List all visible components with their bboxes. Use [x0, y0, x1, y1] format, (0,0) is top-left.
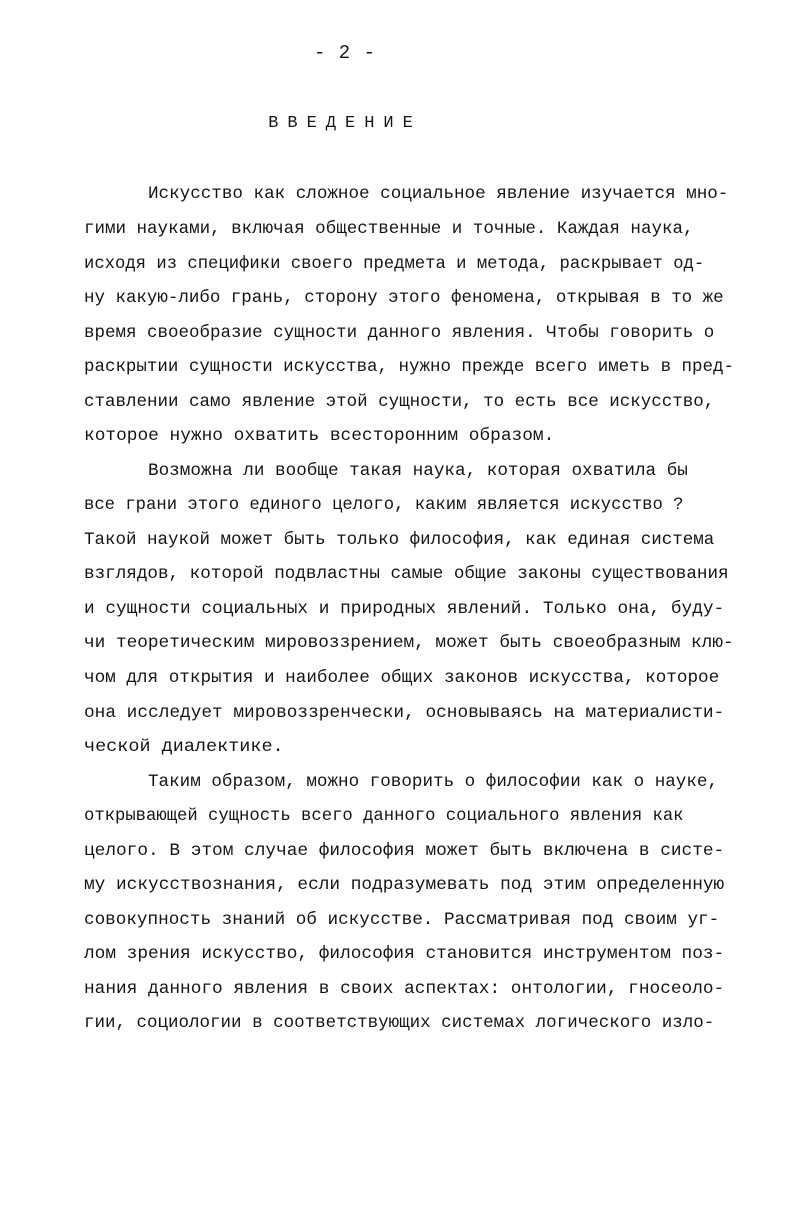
text-line: лом зрения искусство, философия становится инструментом поз- [84, 945, 725, 964]
text-line: Таким образом, можно говорить о философии как о науке, [148, 773, 719, 792]
text-line: гими науками, включая общественные и точные. Каждая наука, [84, 220, 694, 239]
text-line: му искусствознания, если подразумевать под этим определенную [84, 876, 725, 895]
text-line: гии, социологии в соответствующих системах логического изло- [84, 1014, 715, 1033]
text-line: Искусство как сложное социальное явление изучается мно- [148, 185, 729, 204]
text-line: ставлении само явление этой сущности, то есть все искусство, [84, 393, 715, 412]
text-line: открывающей сущность всего данного социального явления как [84, 807, 684, 826]
text-line: она исследует мировоззренчески, основываясь на материалисти- [84, 704, 725, 723]
text-line: чи теоретическим мировоззрением, может быть своеобразным клю- [84, 634, 734, 653]
text-line: раскрытии сущности искусства, нужно прежде всего иметь в пред- [84, 358, 734, 377]
text-line: взглядов, которой подвластны самые общие законы существования [84, 565, 729, 584]
text-line: ческой диалектике. [84, 738, 284, 757]
text-line: чом для открытия и наиболее общих законов искусства, которое [84, 669, 720, 688]
text-line: исходя из специфики своего предмета и метода, раскрывает од- [84, 255, 705, 274]
text-line: нания данного явления в своих аспектах: онтологии, гносеоло- [84, 980, 725, 999]
text-line: ну какую-либо грань, сторону этого феномена, открывая в то же [84, 289, 724, 308]
text-line: и сущности социальных и природных явлений. Только она, буду- [84, 600, 725, 619]
text-line: все грани этого единого целого, каким является искусство ? [84, 496, 684, 515]
text-line: Возможна ли вообще такая наука, которая охватила бы [148, 462, 688, 481]
text-line: совокупность знаний об искусстве. Рассматривая под своим уг- [84, 911, 720, 930]
text-line: Такой наукой может быть только философия, как единая система [84, 531, 715, 550]
text-line: которое нужно охватить всесторонним образом. [84, 427, 555, 446]
page-title: ВВЕДЕНИЕ [268, 114, 422, 133]
page-number: - 2 - [313, 42, 376, 64]
text-line: время своеобразие сущности данного явления. Чтобы говорить о [84, 324, 715, 343]
text-line: целого. В этом случае философия может быть включена в систе- [84, 842, 725, 861]
